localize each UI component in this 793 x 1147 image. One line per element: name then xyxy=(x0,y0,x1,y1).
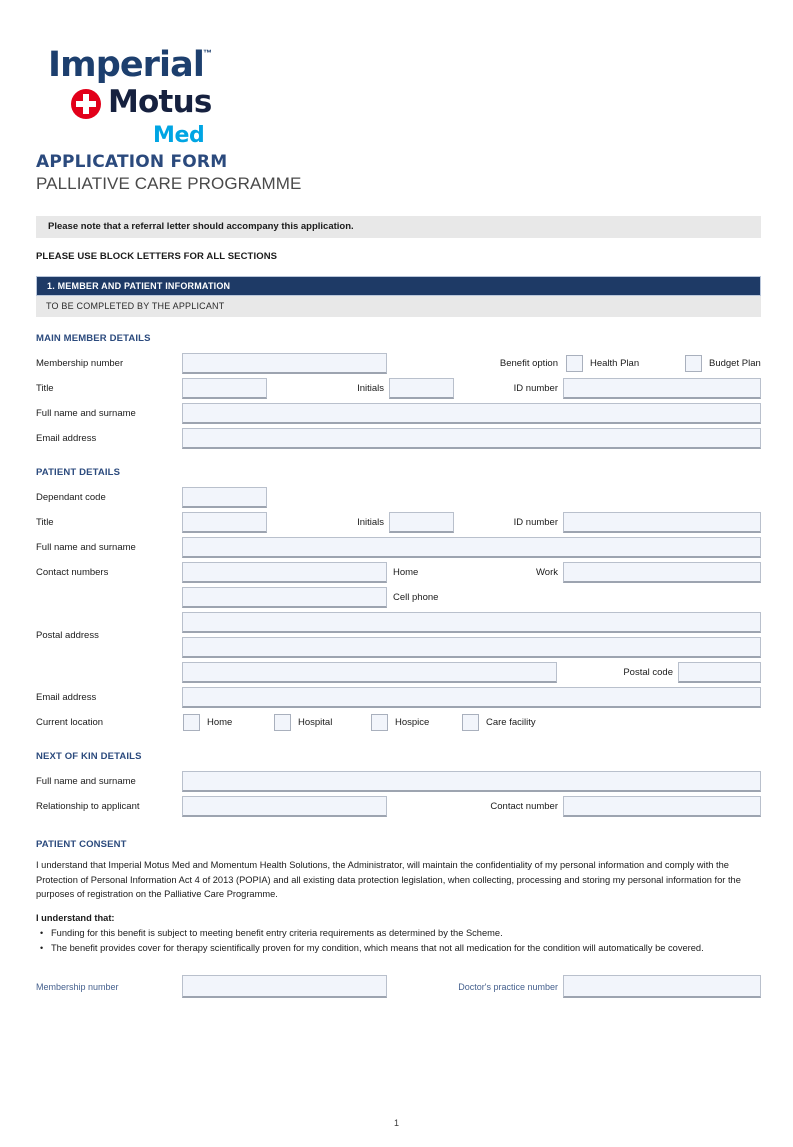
input-doctors-practice-number[interactable] xyxy=(563,975,761,998)
input-member-id-number[interactable] xyxy=(563,378,761,399)
label-member-full-name: Full name and surname xyxy=(36,408,136,419)
checkbox-location-hospital[interactable] xyxy=(274,714,291,731)
label-member-email: Email address xyxy=(36,433,97,444)
input-contact-work[interactable] xyxy=(563,562,761,583)
label-cell-phone: Cell phone xyxy=(393,592,439,603)
input-member-initials[interactable] xyxy=(389,378,454,399)
label-benefit-option: Benefit option xyxy=(499,358,558,369)
label-member-id-number: ID number xyxy=(513,383,558,394)
label-current-location: Current location xyxy=(36,717,104,728)
medical-cross-icon xyxy=(71,89,101,119)
input-patient-id-number[interactable] xyxy=(563,512,761,533)
label-home: Home xyxy=(393,567,419,578)
row-postal-address-line-3 xyxy=(36,660,761,685)
input-dependant-code[interactable] xyxy=(182,487,267,508)
label-contact-numbers: Contact numbers xyxy=(36,567,109,578)
page-number: 1 xyxy=(393,1118,399,1128)
row-patient-full-name xyxy=(36,535,761,560)
label-doctors-practice-number: Doctor's practice number xyxy=(458,981,558,992)
logo-motus-text: Motus xyxy=(108,84,212,120)
understand-heading: I understand that: xyxy=(36,912,115,923)
checkbox-budget-plan[interactable] xyxy=(685,355,702,372)
footer-field-row xyxy=(36,974,761,1002)
input-member-title[interactable] xyxy=(182,378,267,399)
input-kin-relationship[interactable] xyxy=(182,796,387,817)
label-member-title: Title xyxy=(36,383,54,394)
logo-trademark: ™ xyxy=(203,48,212,58)
input-member-full-name[interactable] xyxy=(182,403,761,424)
page-title: APPLICATION FORM xyxy=(36,152,228,172)
label-patient-title: Title xyxy=(36,517,54,528)
input-member-email[interactable] xyxy=(182,428,761,449)
group-title-patient-consent: PATIENT CONSENT xyxy=(36,839,127,850)
label-location-hospice: Hospice xyxy=(395,717,430,728)
group-title-main-member-details: MAIN MEMBER DETAILS xyxy=(36,333,151,344)
checkbox-location-care-facility[interactable] xyxy=(462,714,479,731)
label-member-initials: Initials xyxy=(357,383,384,394)
row-dependant-code xyxy=(36,485,761,510)
input-kin-full-name[interactable] xyxy=(182,771,761,792)
label-kin-relationship: Relationship to applicant xyxy=(36,801,140,812)
label-footer-membership-number: Membership number xyxy=(36,981,119,992)
checkbox-location-hospice[interactable] xyxy=(371,714,388,731)
row-patient-contact-numbers xyxy=(36,560,761,585)
input-patient-initials[interactable] xyxy=(389,512,454,533)
brand-logo xyxy=(36,34,296,152)
label-postal-address: Postal address xyxy=(36,630,99,641)
row-kin-full-name xyxy=(36,769,761,794)
input-membership-number[interactable] xyxy=(182,353,387,374)
group-title-patient-details: PATIENT DETAILS xyxy=(36,467,121,478)
checkbox-location-home[interactable] xyxy=(183,714,200,731)
row-postal-address-line-2 xyxy=(36,635,761,660)
row-membership-number xyxy=(36,351,761,376)
row-patient-title-initials-id xyxy=(36,510,761,535)
label-budget-plan: Budget Plan xyxy=(709,358,761,369)
label-location-care-facility: Care facility xyxy=(486,717,536,728)
label-work: Work xyxy=(536,567,558,578)
label-membership-number: Membership number xyxy=(36,358,124,369)
label-dependant-code: Dependant code xyxy=(36,492,106,503)
consent-paragraph: I understand that Imperial Motus Med and Momentum Health Solutions, the Administrator, will maintain the confidentiality of my personal information and comply with the Protection of Personal Information Act 4 of 2013 (POPIA) and all existing data protection legislation, when collecting, processing and storing my personal information for the purposes of registration on the Palliative Care Programme. xyxy=(36,860,741,900)
input-contact-home[interactable] xyxy=(182,562,387,583)
input-postal-address-line-3[interactable] xyxy=(182,662,557,683)
input-kin-contact-number[interactable] xyxy=(563,796,761,817)
block-letters-instruction: PLEASE USE BLOCK LETTERS FOR ALL SECTIONS xyxy=(36,251,278,262)
row-current-location xyxy=(36,710,761,735)
input-postal-address-line-2[interactable] xyxy=(182,637,761,658)
input-contact-cell[interactable] xyxy=(182,587,387,608)
row-postal-address-line-1 xyxy=(36,610,761,641)
label-patient-email: Email address xyxy=(36,692,97,703)
label-location-hospital: Hospital xyxy=(298,717,333,728)
label-patient-full-name: Full name and surname xyxy=(36,542,136,553)
row-patient-cell-phone xyxy=(36,585,761,610)
label-postal-code: Postal code xyxy=(623,667,673,678)
row-kin-relationship xyxy=(36,794,761,819)
label-health-plan: Health Plan xyxy=(590,358,640,369)
row-member-email xyxy=(36,426,761,451)
form-content xyxy=(36,34,761,1002)
input-patient-email[interactable] xyxy=(182,687,761,708)
label-kin-contact-number: Contact number xyxy=(490,801,558,812)
page-subtitle: PALLIATIVE CARE PROGRAMME xyxy=(36,174,302,193)
section-subheader-to-be-completed-by-applicant: TO BE COMPLETED BY THE APPLICANT xyxy=(36,296,761,317)
label-location-home: Home xyxy=(207,717,233,728)
row-member-title-initials-id xyxy=(36,376,761,401)
logo-med-text: Med xyxy=(153,123,205,148)
logo-imperial-text: Imperial xyxy=(48,45,204,85)
checkbox-health-plan[interactable] xyxy=(566,355,583,372)
label-kin-full-name: Full name and surname xyxy=(36,776,136,787)
form-sheet xyxy=(14,8,779,1139)
input-patient-title[interactable] xyxy=(182,512,267,533)
input-postal-address-line-1[interactable] xyxy=(182,612,761,633)
referral-note-banner: Please note that a referral letter should accompany this application. xyxy=(36,216,761,238)
list-item: • The benefit provides cover for therapy scientifically proven for my condition, which means that not all medication for the condition will automatically be covered. xyxy=(51,941,756,955)
row-member-full-name xyxy=(36,401,761,426)
group-title-next-of-kin-details: NEXT OF KIN DETAILS xyxy=(36,751,142,762)
input-patient-full-name[interactable] xyxy=(182,537,761,558)
input-footer-membership-number[interactable] xyxy=(182,975,387,998)
section-header-member-patient-information: 1. MEMBER AND PATIENT INFORMATION xyxy=(36,276,761,296)
row-patient-email xyxy=(36,685,761,710)
label-patient-initials: Initials xyxy=(357,517,384,528)
list-item: • Funding for this benefit is subject to meeting benefit entry criteria requirements as determined by the Scheme. xyxy=(51,926,756,940)
label-patient-id-number: ID number xyxy=(513,517,558,528)
input-postal-code[interactable] xyxy=(678,662,761,683)
understand-bullet-list xyxy=(36,926,761,956)
